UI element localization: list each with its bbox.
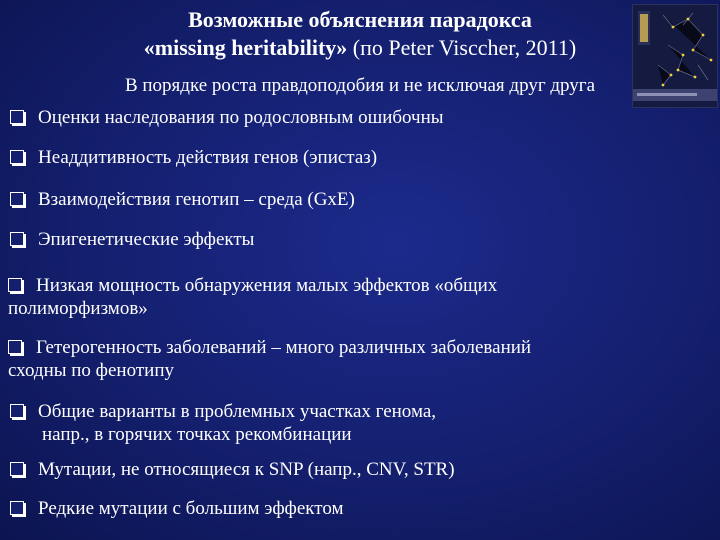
list-item	[10, 146, 710, 169]
checkbox-bullet-icon	[10, 462, 24, 476]
list-item	[10, 497, 710, 520]
list-item	[8, 336, 708, 382]
checkbox-bullet-icon	[10, 404, 24, 418]
checkbox-bullet-icon	[10, 501, 24, 515]
slide-title	[0, 6, 720, 62]
checkbox-bullet-icon	[10, 232, 24, 246]
list-item	[8, 274, 708, 320]
title-term: «missing heritability»	[143, 35, 348, 60]
title-line-2	[0, 34, 720, 62]
checkbox-bullet-icon	[8, 340, 22, 354]
list-item-text: Мутации, не относящиеся к SNP (напр., CNV, STR)	[38, 459, 455, 480]
list-item	[10, 458, 710, 481]
list-item-continuation: напр., в горячих точках рекомбинации	[42, 424, 352, 445]
journal-cover-icon	[633, 5, 717, 107]
list-item-text: Гетерогенность заболеваний – много различных заболеваний	[36, 337, 532, 358]
list-item-text: Эпигенетические эффекты	[38, 229, 255, 250]
checkbox-bullet-icon	[8, 278, 22, 292]
list-item-text: Редкие мутации с большим эффектом	[38, 498, 344, 519]
list-item-text: Оценки наследования по родословным ошибочны	[38, 107, 444, 128]
title-line-1: Возможные объяснения парадокса	[188, 7, 532, 32]
list-item	[10, 228, 710, 251]
checkbox-bullet-icon	[10, 192, 24, 206]
list-item	[10, 106, 710, 129]
list-item	[10, 400, 710, 446]
list-item	[10, 188, 710, 211]
journal-cover-thumbnail	[632, 4, 718, 108]
list-item-text: Низкая мощность обнаружения малых эффектов «общих	[36, 275, 498, 296]
title-attribution: (по Peter Viscсher, 2011)	[347, 35, 577, 60]
list-item-text: Взаимодействия генотип – среда (GxE)	[38, 189, 355, 210]
list-item-continuation: полиморфизмов»	[8, 298, 148, 319]
list-item-text: Неаддитивность действия генов (эпистаз)	[38, 147, 378, 168]
checkbox-bullet-icon	[10, 150, 24, 164]
list-item-continuation: сходны по фенотипу	[8, 360, 174, 381]
list-item-text: Общие варианты в проблемных участках генома,	[38, 401, 437, 422]
slide-subtitle: В порядке роста правдоподобия и не исключая друг друга	[124, 75, 596, 96]
checkbox-bullet-icon	[10, 110, 24, 124]
